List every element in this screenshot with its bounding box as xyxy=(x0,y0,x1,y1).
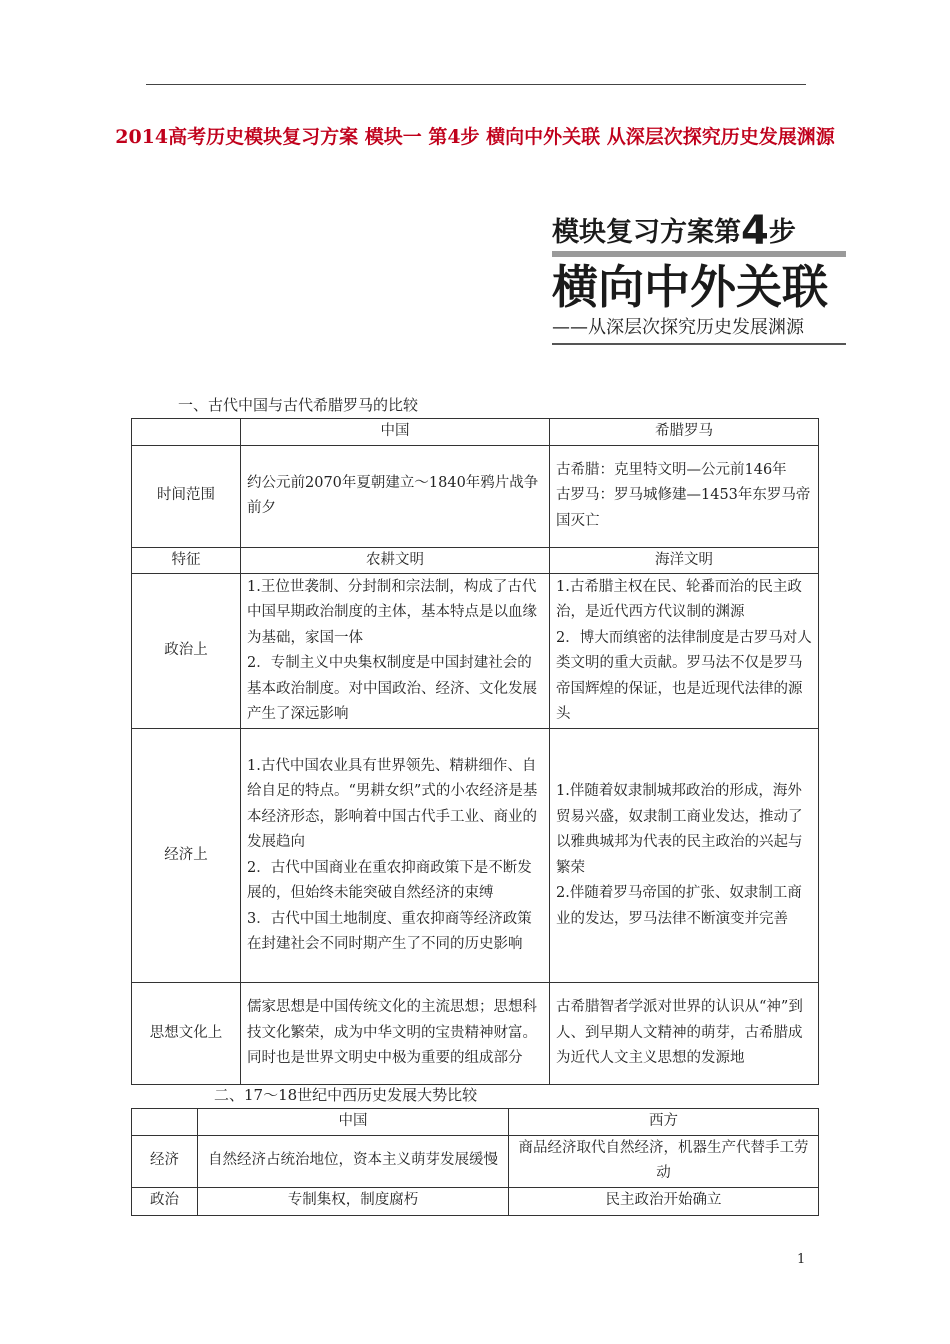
row-label: 政治上 xyxy=(132,574,241,729)
china-cell: 1.古代中国农业具有世界领先、精耕细作、自给自足的特点。“男耕女织”式的小农经济是基本经济形态，影响着中国古代手工业、商业的发展趋向 2．古代中国商业在重农抑商政策下是不断发展的，但始终未能突破自然经济的束缚 3．古代中国土地制度、重农抑商等经济政策在封建社会不同时期产生了不同的历史影响 xyxy=(241,729,550,983)
table-2-header-row xyxy=(132,1109,819,1136)
table-header-cell xyxy=(132,1109,198,1136)
banner-line-1 xyxy=(552,208,846,254)
west-cell: 海洋文明 xyxy=(550,547,819,574)
banner-line-1-suffix: 步 xyxy=(768,217,796,248)
table-header-cell: 中国 xyxy=(198,1109,509,1136)
table-row xyxy=(132,1135,819,1187)
header-rule xyxy=(146,84,806,85)
table-1-header-row xyxy=(132,419,819,446)
row-label: 经济 xyxy=(132,1135,198,1187)
table-row xyxy=(132,983,819,1085)
china-cell: 专制集权，制度腐朽 xyxy=(198,1187,509,1215)
table-row xyxy=(132,445,819,547)
china-cell: 1.王位世袭制、分封制和宗法制，构成了古代中国早期政治制度的主体，基本特点是以血缘为基础，家国一体 2．专制主义中央集权制度是中国封建社会的基本政治制度。对中国政治、经济、文化发展产生了深远影响 xyxy=(241,574,550,729)
west-cell: 古希腊：克里特文明—公元前146年 古罗马：罗马城修建—1453年东罗马帝国灭亡 xyxy=(550,445,819,547)
page-number: 1 xyxy=(797,1252,806,1267)
banner-line-1-text: 模块复习方案第 xyxy=(552,217,741,248)
row-label: 特征 xyxy=(132,547,241,574)
banner-line-2: 横向中外关联 xyxy=(552,260,828,314)
china-cell: 自然经济占统治地位，资本主义萌芽发展缓慢 xyxy=(198,1135,509,1187)
china-cell: 约公元前2070年夏朝建立～1840年鸦片战争前夕 xyxy=(241,445,550,547)
section-2-heading: 二、17～18世纪中西历史发展大势比较 xyxy=(214,1086,478,1104)
comparison-table-1 xyxy=(131,418,819,1085)
west-cell: 1.古希腊主权在民、轮番而治的民主政治，是近代西方代议制的渊源 2．博大而缜密的法律制度是古罗马对人类文明的重大贡献。罗马法不仅是罗马帝国辉煌的保证，也是近现代法律的源头 xyxy=(550,574,819,729)
table-header-cell xyxy=(132,419,241,446)
west-cell: 商品经济取代自然经济，机器生产代替手工劳动 xyxy=(509,1135,819,1187)
section-1-heading: 一、古代中国与古代希腊罗马的比较 xyxy=(178,396,419,414)
table-row xyxy=(132,574,819,729)
west-cell: 民主政治开始确立 xyxy=(509,1187,819,1215)
table-row xyxy=(132,729,819,983)
row-label: 政治 xyxy=(132,1187,198,1215)
china-cell: 农耕文明 xyxy=(241,547,550,574)
table-header-cell: 中国 xyxy=(241,419,550,446)
table-header-cell: 希腊罗马 xyxy=(550,419,819,446)
banner-divider xyxy=(552,251,846,257)
west-cell: 1.伴随着奴隶制城邦政治的形成，海外贸易兴盛，奴隶制工商业发达，推动了以雅典城邦为代表的民主政治的兴起与繁荣 2.伴随着罗马帝国的扩张、奴隶制工商业的发达，罗马法律不断演变并完善 xyxy=(550,729,819,983)
table-row xyxy=(132,1187,819,1215)
document-title: 2014高考历史模块复习方案 模块一 第4步 横向中外关联 从深层次探究历史发展渊源 xyxy=(115,126,835,148)
west-cell: 古希腊智者学派对世界的认识从“神”到人、到早期人文精神的萌芽，古希腊成为近代人文主义思想的发源地 xyxy=(550,983,819,1085)
banner-step-number: 4 xyxy=(741,208,769,254)
row-label: 经济上 xyxy=(132,729,241,983)
comparison-table-2 xyxy=(131,1108,819,1216)
row-label: 时间范围 xyxy=(132,445,241,547)
row-label: 思想文化上 xyxy=(132,983,241,1085)
module-banner xyxy=(552,208,846,345)
banner-line-3: ——从深层次探究历史发展渊源 xyxy=(552,315,846,345)
china-cell: 儒家思想是中国传统文化的主流思想；思想科技文化繁荣，成为中华文明的宝贵精神财富。同时也是世界文明史中极为重要的组成部分 xyxy=(241,983,550,1085)
table-row xyxy=(132,547,819,574)
table-header-cell: 西方 xyxy=(509,1109,819,1136)
